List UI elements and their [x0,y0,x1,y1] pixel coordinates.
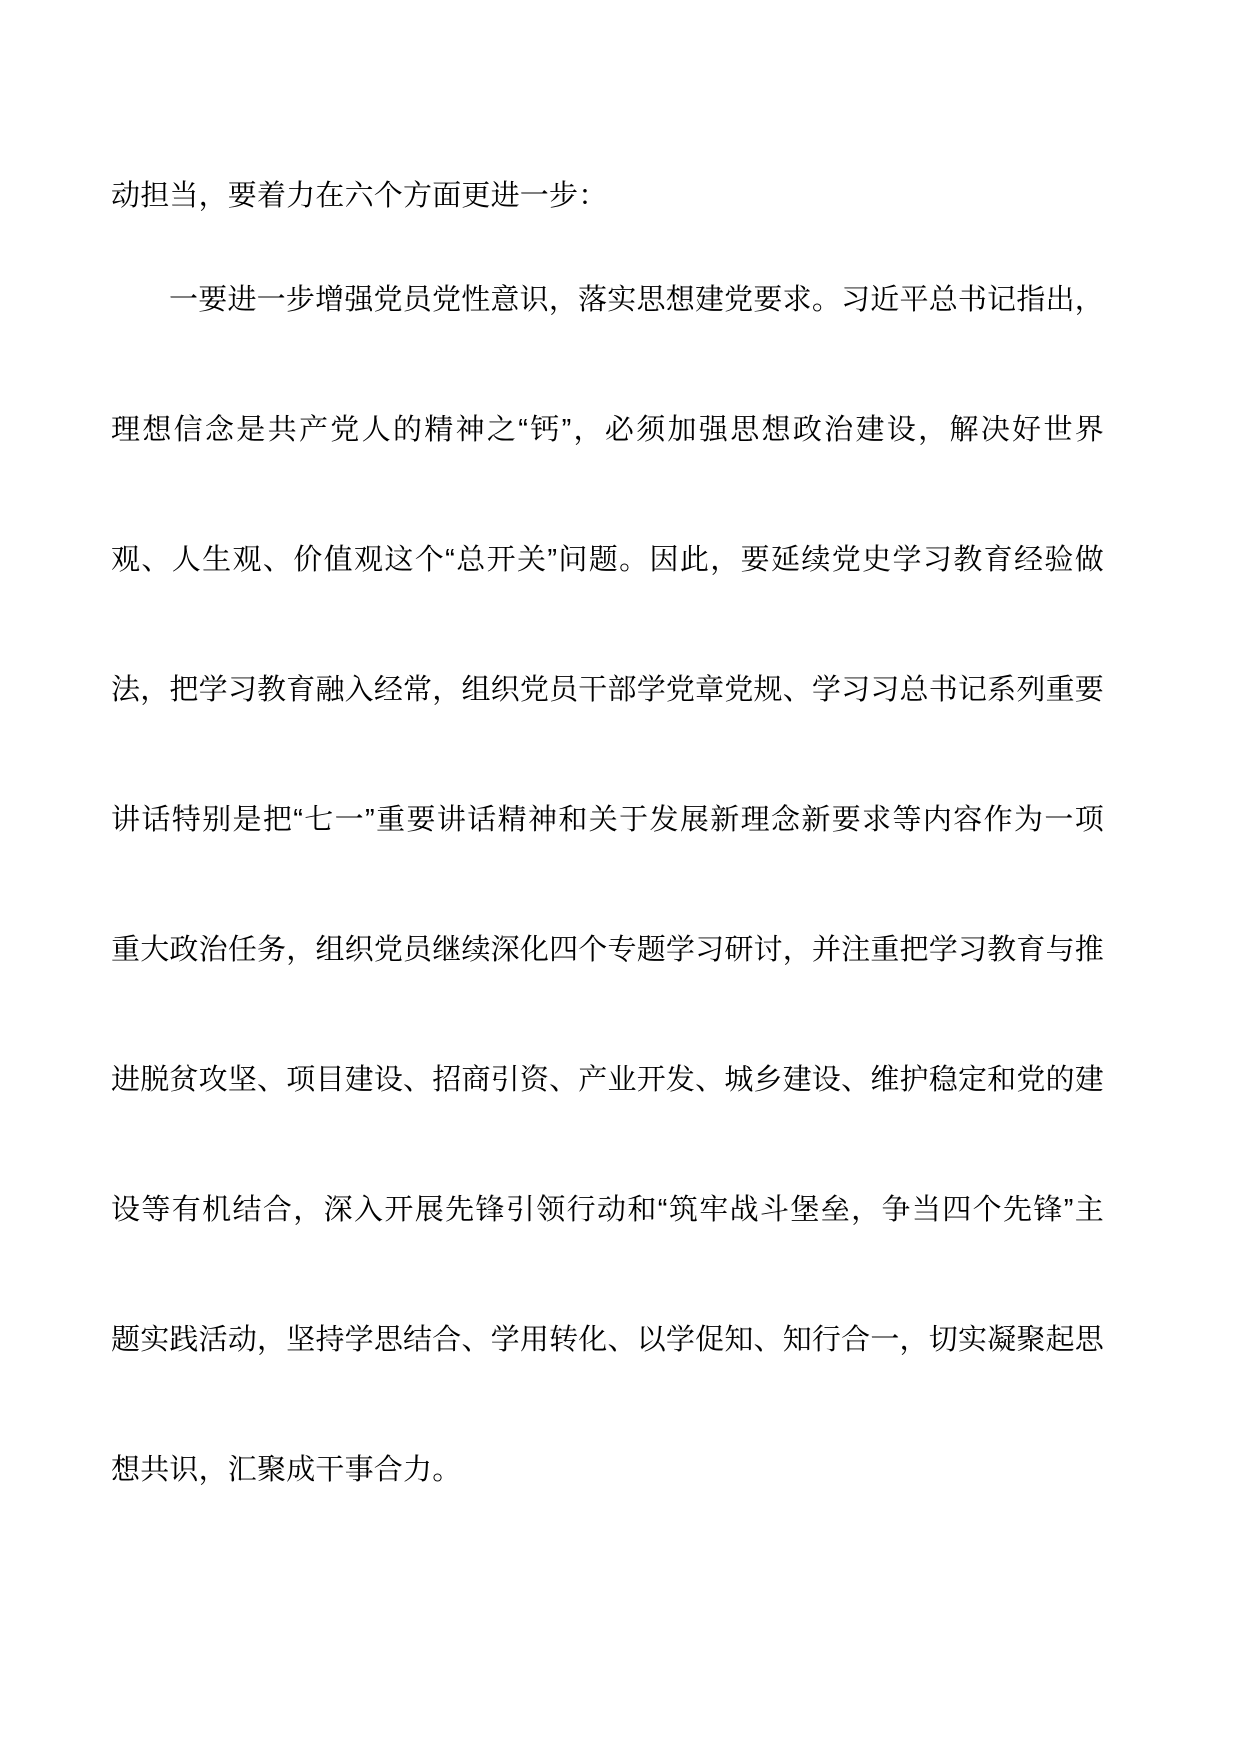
text-line: 重大政治任务，组织党员继续深化四个专题学习研讨，并注重把学习教育与推 [111,934,1104,966]
paragraph-point-one [111,235,1104,1535]
text-line: 理想信念是共产党人的精神之“钙”，必须加强思想政治建设，解决好世界 [111,414,1104,446]
text-line: 想共识，汇聚成干事合力。 [111,1454,462,1486]
text-line: 讲话特别是把“七一”重要讲话精神和关于发展新理念新要求等内容作为一项 [111,804,1104,836]
text-line: 题实践活动，坚持学思结合、学用转化、以学促知、知行合一，切实凝聚起思 [111,1324,1104,1356]
text-line: 设等有机结合，深入开展先锋引领行动和“筑牢战斗堡垒，争当四个先锋”主 [111,1194,1104,1226]
text-line: 进脱贫攻坚、项目建设、招商引资、产业开发、城乡建设、维护稳定和党的建 [111,1064,1104,1096]
text-line: 一要进一步增强党员党性意识，落实思想建党要求。习近平总书记指出， [169,284,1104,316]
text-line: 动担当，要着力在六个方面更进一步： [111,180,608,212]
text-line: 法，把学习教育融入经常，组织党员干部学党章党规、学习习总书记系列重要 [111,674,1104,706]
text-line: 观、人生观、价值观这个“总开关”问题。因此，要延续党史学习教育经验做 [111,544,1104,576]
